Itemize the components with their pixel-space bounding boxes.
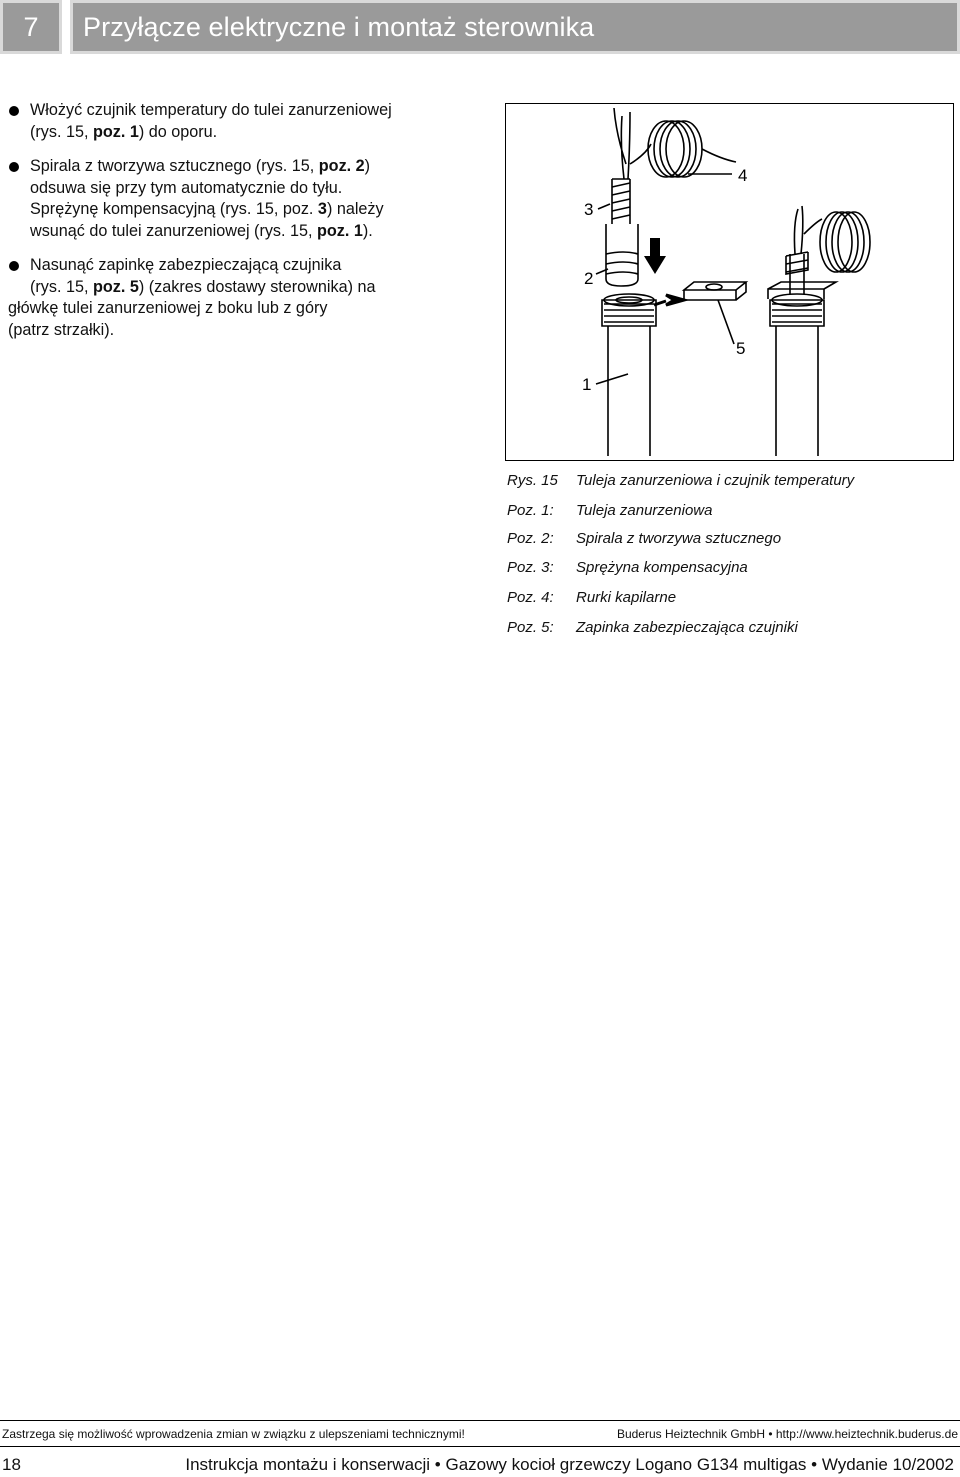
instruction-text: Nasunąć zapinkę zabezpieczającą czujnika (30, 256, 342, 274)
figure-drawing (506, 104, 955, 462)
label-pos-3: 3 (584, 200, 594, 219)
instruction-text: ) (364, 157, 371, 175)
document-title: Instrukcja montażu i konserwacji • Gazowy kocioł grzewczy Logano G134 multigas • Wydanie 10/2002 (185, 1455, 954, 1474)
left-probe (606, 224, 638, 286)
label-pos-2: 2 (584, 269, 594, 288)
figure-immersion-sleeve (505, 103, 954, 461)
instruction-line (8, 298, 458, 320)
right-probe (790, 254, 804, 294)
instruction-text: ) należy (326, 200, 384, 218)
legend-key: Poz. 5: (507, 619, 554, 636)
instruction-bold-text: poz. 1 (317, 221, 363, 240)
instruction-bold-text: poz. 2 (318, 157, 365, 175)
legend-key: Rys. 15 (507, 472, 558, 489)
legend-key: Poz. 1: (507, 502, 554, 519)
footer-divider-bottom (0, 1446, 960, 1447)
arrow-left (654, 295, 684, 305)
footer-divider (0, 1420, 960, 1421)
instruction-bold-text: poz. (92, 277, 126, 296)
instruction-bold-text: poz. 1 (92, 122, 139, 141)
instruction-text: ) do oporu. (138, 122, 218, 141)
label-pos-1: 1 (582, 375, 592, 394)
instruction-line (30, 277, 458, 299)
instruction-text: główkę tulei zanurzeniowej z boku lub z góry (8, 299, 328, 317)
instruction-text: (rys. 15, (30, 122, 93, 141)
instruction-item (8, 100, 458, 143)
instruction-line (30, 178, 458, 200)
left-capillary (614, 108, 630, 179)
instruction-text: Sprężynę kompensacyjną (rys. 15, poz. (30, 200, 318, 218)
instruction-line (30, 156, 458, 178)
instruction-line (30, 122, 458, 144)
legend-text: Spirala z tworzywa sztucznego (576, 530, 782, 547)
chapter-number: 7 (0, 0, 62, 54)
right-capillary-coil (820, 212, 870, 272)
instruction-text: Włożyć czujnik temperatury do tulei zanurzeniowej (30, 101, 392, 119)
instruction-text: Spirala z tworzywa sztucznego (rys. 15, (30, 157, 319, 175)
left-capillary-coil (648, 121, 702, 177)
instruction-text: (rys. 15, (30, 277, 93, 296)
leader-1 (596, 374, 628, 384)
instruction-list (8, 100, 458, 354)
instruction-text: ). (362, 221, 373, 240)
bullet-icon (9, 106, 19, 116)
legend-text: Zapinka zabezpieczająca czujniki (576, 619, 798, 636)
legend-text: Tuleja zanurzeniowa (576, 502, 713, 519)
bullet-icon (9, 162, 19, 172)
instruction-text: wsunąć do tulei zanurzeniowej (rys. 15, (30, 221, 318, 240)
page-title: Przyłącze elektryczne i montaż sterownika (70, 0, 960, 54)
instruction-line (30, 100, 458, 122)
instruction-line (30, 255, 458, 277)
instruction-bold-text: 3 (317, 200, 327, 218)
leader-5 (718, 300, 734, 344)
label-pos-4: 4 (738, 166, 748, 185)
legend-key: Poz. 2: (507, 530, 554, 547)
left-sleeve-body (608, 326, 650, 456)
legend-text: Tuleja zanurzeniowa i czujnik temperatury (576, 472, 855, 489)
legend-key: Poz. 4: (507, 589, 554, 606)
leader-3 (598, 204, 610, 209)
instruction-text: odsuwa się przy tym automatycznie do tyłu. (30, 178, 343, 197)
legend-key: Poz. 3: (507, 559, 554, 576)
instruction-text: (patrz strzałki). (8, 320, 115, 339)
arrow-down (644, 238, 666, 274)
legend-text: Rurki kapilarne (576, 589, 677, 606)
instruction-line (8, 320, 458, 342)
instruction-bold-text: 5 (129, 277, 139, 296)
right-sleeve-body (776, 326, 818, 456)
bullet-icon (9, 261, 19, 271)
instruction-line (30, 199, 458, 221)
label-pos-5: 5 (736, 339, 746, 358)
footer-notice: Zastrzega się możliwość wprowadzenia zmian w związku z ulepszeniami technicznymi! (2, 1427, 465, 1441)
legend-text: Sprężyna kompensacyjna (576, 559, 748, 576)
instruction-text: ) (zakres dostawy sterownika) na (138, 277, 376, 296)
page-number: 18 (2, 1455, 21, 1474)
instruction-item (8, 255, 458, 341)
instruction-line (30, 221, 458, 243)
footer-company: Buderus Heiztechnik GmbH • http://www.heiztechnik.buderus.de (616, 1427, 958, 1441)
instruction-item (8, 156, 458, 242)
